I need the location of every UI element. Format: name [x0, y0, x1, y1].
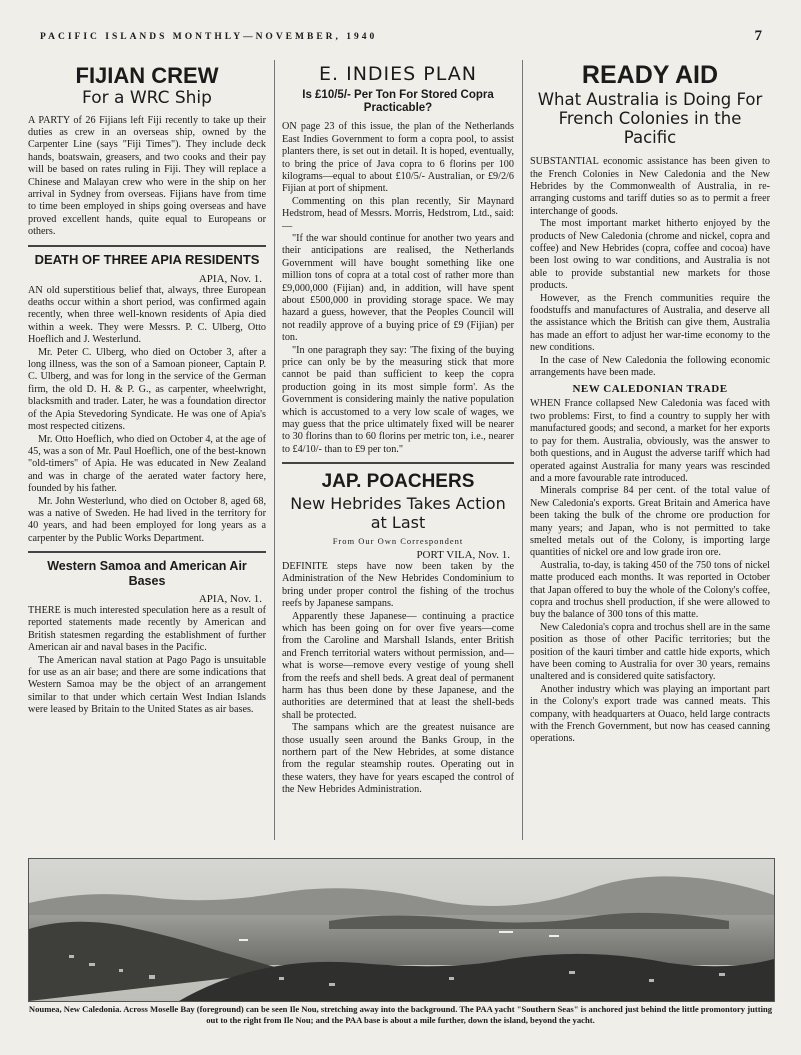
running-header	[40, 28, 762, 48]
paragraph: Australia, to-day, is taking 450 of the 750 tons of nickel matte produced each months. It was reported in October that Japan offered to buy the whole of the Colony's coffee, copra and trochus shell production, if she were allowed to buy the balance of 300 tons of this matte.	[530, 559, 770, 621]
air-bases-body	[28, 605, 266, 717]
page-number: 7	[754, 28, 762, 44]
apia-deaths-title: DEATH OF THREE APIA RESIDENTS	[34, 251, 260, 267]
poachers-title: JAP. POACHERS	[321, 471, 475, 493]
column-rule	[274, 60, 275, 840]
ready-aid-title: READY AID	[581, 61, 719, 89]
air-bases-title: Western Samoa and American Air Bases	[47, 559, 247, 588]
indies-subtitle: Is £10/5/- Per Ton For Stored Copra Practicable?	[302, 88, 494, 115]
noumea-harbour-photo	[28, 858, 775, 1002]
section-rule	[28, 551, 266, 553]
paragraph: "If the war should continue for another two years and their anticipations are realised, the Netherlands Government will have bought something like one million tons of copra at a total cost of rather more than £9,000,000 (Fijian) and, in addition, will have spent about £500,000 in providing storage space. We may hazard a guess, however, that the Peoples Council will not readily approve of a buying price of £9 (Fijian) per ton.	[282, 232, 514, 344]
paragraph: Mr. Otto Hoeflich, who died on October 4, at the age of 45, was a son of Mr. Paul Hoeflich, one of the best-known "old-timers" of Apia. He was educated in New Zealand and was in charge of the aerated water factory here, founded by his father.	[28, 433, 266, 495]
paragraph: Mr. John Westerlund, who died on October 8, aged 68, was a native of Sweden. He had lived in the territory for 40 years, and had been employed for long years as a carpenter by the Public Works Department.	[28, 495, 266, 544]
harbour-photo-image	[29, 859, 774, 1001]
paragraph: Mr. Peter C. Ulberg, who died on October 3, after a long illness, was the son of a Samoan pioneer, Captain P. C. Ulberg, and was for long in the service of the German firm, the old D. H. & P. G., as carpenter, wheelwright, blacksmith and trader. Later, he was a foundation director of the Apia Stevedoring Syndicate. He was one of Apia's most respected citizens.	[28, 346, 266, 433]
paragraph: Another industry which was playing an important part in the Colony's export trade was canned meats. This company, with headquarters at Ouaco, held large contracts with the French Government, but now has ceased canning operations.	[530, 683, 770, 745]
trade-body	[530, 398, 770, 745]
fijian-subtitle: For a WRC Ship	[82, 88, 212, 109]
paragraph: However, as the French communities require the foodstuffs and manufactures of Australia, and deserve all the assistance which the British can give them, Australia has made an effort to adjust her war-time economy to the new conditions.	[530, 292, 770, 354]
apia-deaths-body	[28, 285, 266, 546]
poachers-correspondent: From Our Own Correspondent	[332, 535, 464, 546]
paragraph: The sampans which are the greatest nuisance are those usually seen around the Banks Group, in the northern part of the New Hebrides, at some distance from the regular steamship routes. Operating out in these waters, they have for years escaped the control of the New Hebrides Administration.	[282, 722, 514, 796]
column-rule	[522, 60, 523, 840]
paragraph: A PARTY of 26 Fijians left Fiji recently to take up their duties as crew in an overseas ship, owned by the Carpenter Line (says "Fiji Times"). They include deck hands, boatswain, greasers, and two cooks and their pay will be based on rates ruling in Fiji. They will replace a Chinese and Malayan crew who were in the ship on her arrival in Sydney from overseas. Fijians have from time to time been employed in ships going overseas and have proved excellent hands, quite equal to Europeans or others.	[28, 114, 266, 238]
indies-body	[282, 121, 514, 456]
section-rule	[282, 462, 514, 464]
paragraph: The American naval station at Pago Pago is unsuitable for use as an air base; and there are some indications that Western Samoa may be the object of an arrangement similar to that under which certain West Indian Islands were leased by Britain to the United States as air bases.	[28, 654, 266, 716]
paragraph: THERE is much interested speculation here as a result of reported statements made recently by American and British statesmen regarding the establishment of further American air and naval bases in the Pacific.	[28, 604, 266, 654]
column-right	[530, 60, 770, 746]
column-left	[28, 60, 266, 717]
poachers-body	[282, 561, 514, 797]
air-bases-dateline: APIA, Nov. 1.	[198, 592, 262, 605]
poachers-subtitle: New Hebrides Takes Action at Last	[290, 494, 506, 532]
paragraph: AN old superstitious belief that, always, three European deaths occur within a short period, was confirmed again recently, when three well-known residents of Apia died within a week. They were Messrs. P. C. Ulberg, Otto Hoeflich and J. Westerlund.	[28, 284, 266, 346]
fijian-body	[28, 115, 266, 239]
paragraph: Apparently these Japanese— continuing a practice which has been going on for over five years—come from the Caroline and Marshall Islands, enter British and French territorial waters without permission, and—what is worse—remove every vestige of young shell from the reefs and shell beds. A great deal of permanent harm has thus been done by these Japanese, and the authorities are determined that at least the shell-beds shall be protected.	[282, 610, 514, 721]
paragraph: Commenting on this plan recently, Sir Maynard Hedstrom, head of Messrs. Morris, Hedstrom, Ltd., said:—	[282, 195, 514, 232]
paragraph: ON page 23 of this issue, the plan of the Netherlands East Indies Government to form a copra pool, to assist planters there, is set out in detail. It is hoped, eventually, to bring the price of Java copra to 6 florins per 100 kilograms—equal to about £10/5/- Australian, or £9/2/6 Fijian at port of shipment.	[282, 121, 514, 195]
running-title: PACIFIC ISLANDS MONTHLY—NOVEMBER, 1940	[40, 32, 378, 42]
photo-caption: Noumea, New Caledonia. Across Moselle Bay (foreground) can be seen Ile Nou, stretching away into the background. The PAA yacht "Southern Seas" is anchored just behind the little promontory jutting out to the right from Ile Nou; and the PAA base is about a mile further, down the island, beyond the yacht.	[28, 1004, 773, 1025]
trade-heading: NEW CALEDONIAN TRADE	[572, 383, 728, 396]
fijian-title: FIJIAN CREW	[75, 63, 219, 88]
paragraph: New Caledonia's copra and trochus shell are in the same position as those of other Pacific territories; but the position of the kauri timber and cattle hide exports, which have been coming to Australia for over 30 years, remains unaltered and is considered quite satisfactory.	[530, 621, 770, 683]
paragraph: In the case of New Caledonia the following economic arrangements have been made.	[530, 354, 770, 379]
paragraph: The most important market hitherto enjoyed by the products of New Caledonia (chrome and nickel, copra and coffee) and New Hebrides (copra, coffee and cocoa) have been lost owing to war conditions, and Australia is not able to provide substantial new markets for those products.	[530, 218, 770, 292]
poachers-dateline: PORT VILA, Nov. 1.	[416, 548, 510, 561]
ready-aid-subtitle: What Australia is Doing For French Colonies in the Pacific	[537, 90, 763, 148]
apia-deaths-dateline: APIA, Nov. 1.	[198, 272, 262, 285]
paragraph: SUBSTANTIAL economic assistance has been given to the French Colonies in New Caledonia and the New Hebrides by the Commonwealth of Australia, in re-arranging customs and tariff duties so as to permit a freer interchange of goods.	[530, 156, 770, 217]
paragraph: "In one paragraph they say: 'The fixing of the buying price can only be by the measuring stick that more cannot be paid than sufficient to keep the copra production going in its most simple form'. As the Government is considering mainly the native population which is accustomed to a very low scale of wages, we may guess that the price ultimately fixed will be nearer to 30 florins than to 60 florins per metric ton, i.e., nearer to £4/10/- than to £9 per ton."	[282, 344, 514, 455]
paragraph: Minerals comprise 84 per cent. of the total value of New Caledonia's exports. Great Britain and America have been taking the bulk of the chrome ore production for many years; and Japan, who is not permitted to take smelted metals out of the Colony, is importing large quantities of nickel ore and low grade iron ore.	[530, 485, 770, 559]
section-rule	[28, 245, 266, 247]
paragraph: DEFINITE steps have now been taken by the Administration of the New Hebrides Condominium to bring under proper control the fishing of the trochus reefs by Japanese sampans.	[282, 560, 514, 610]
column-middle	[282, 60, 514, 797]
paragraph: WHEN France collapsed New Caledonia was faced with two problems: First, to find a country to supply her with manufactured goods; and second, a market for her exports to pay for them. Australia, obviously, was the answer to both questions, and in August the adverse tariff which had operated against Australia for many years was rescinded and a more favourable rate introduced.	[530, 398, 770, 484]
ready-aid-body	[530, 156, 770, 379]
indies-title: E. INDIES PLAN	[319, 63, 477, 85]
